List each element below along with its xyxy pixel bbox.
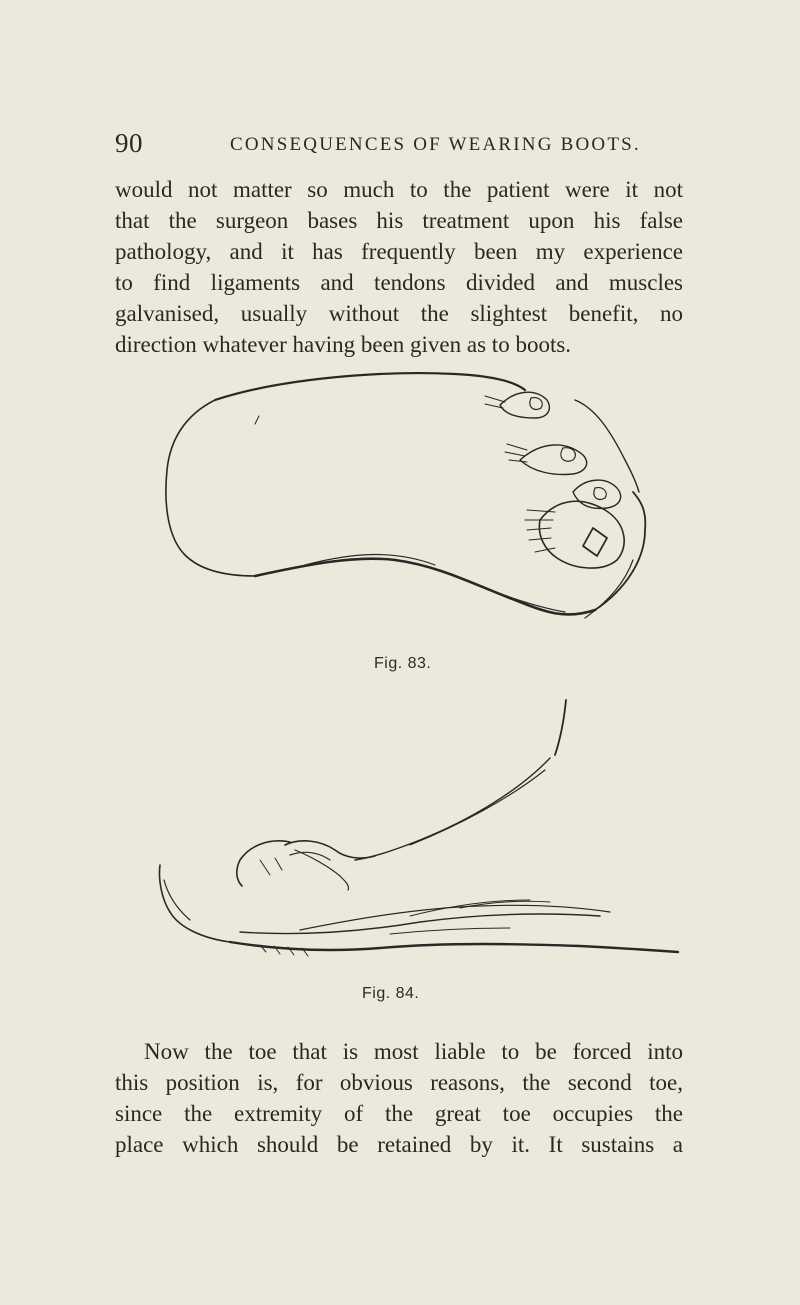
text-line: pathology, and it has frequently been my experience: [115, 239, 683, 264]
running-title: CONSEQUENCES OF WEARING BOOTS.: [230, 134, 641, 155]
text-line: direction whatever having been given as to boots.: [115, 332, 572, 357]
text-line: this position is, for obvious reasons, the second toe,: [115, 1070, 683, 1095]
foot-outline-toes-bent-illustration: [155, 360, 665, 640]
text-line: that the surgeon bases his treatment upon his false: [115, 208, 683, 233]
paragraph-1: [115, 174, 683, 360]
text-line: would not matter so much to the patient were it not: [115, 177, 683, 202]
text-line: Now the toe that is most liable to be forced into: [144, 1039, 683, 1064]
page-number: 90: [115, 128, 143, 158]
text-line: place which should be retained by it. It sustains a: [115, 1132, 683, 1157]
figure-84: [150, 680, 690, 980]
figure-83-caption: Fig. 83.: [374, 655, 432, 672]
text-line: to find ligaments and tendons divided and muscles: [115, 270, 683, 295]
paragraph-2: [115, 1036, 683, 1160]
figure-83: [155, 360, 665, 640]
text-line: since the extremity of the great toe occupies the: [115, 1101, 683, 1126]
figure-84-caption: Fig. 84.: [362, 985, 420, 1002]
running-head: [115, 128, 685, 168]
text-line: galvanised, usually without the slightest benefit, no: [115, 301, 683, 326]
foot-profile-toe-raised-illustration: [150, 680, 690, 980]
